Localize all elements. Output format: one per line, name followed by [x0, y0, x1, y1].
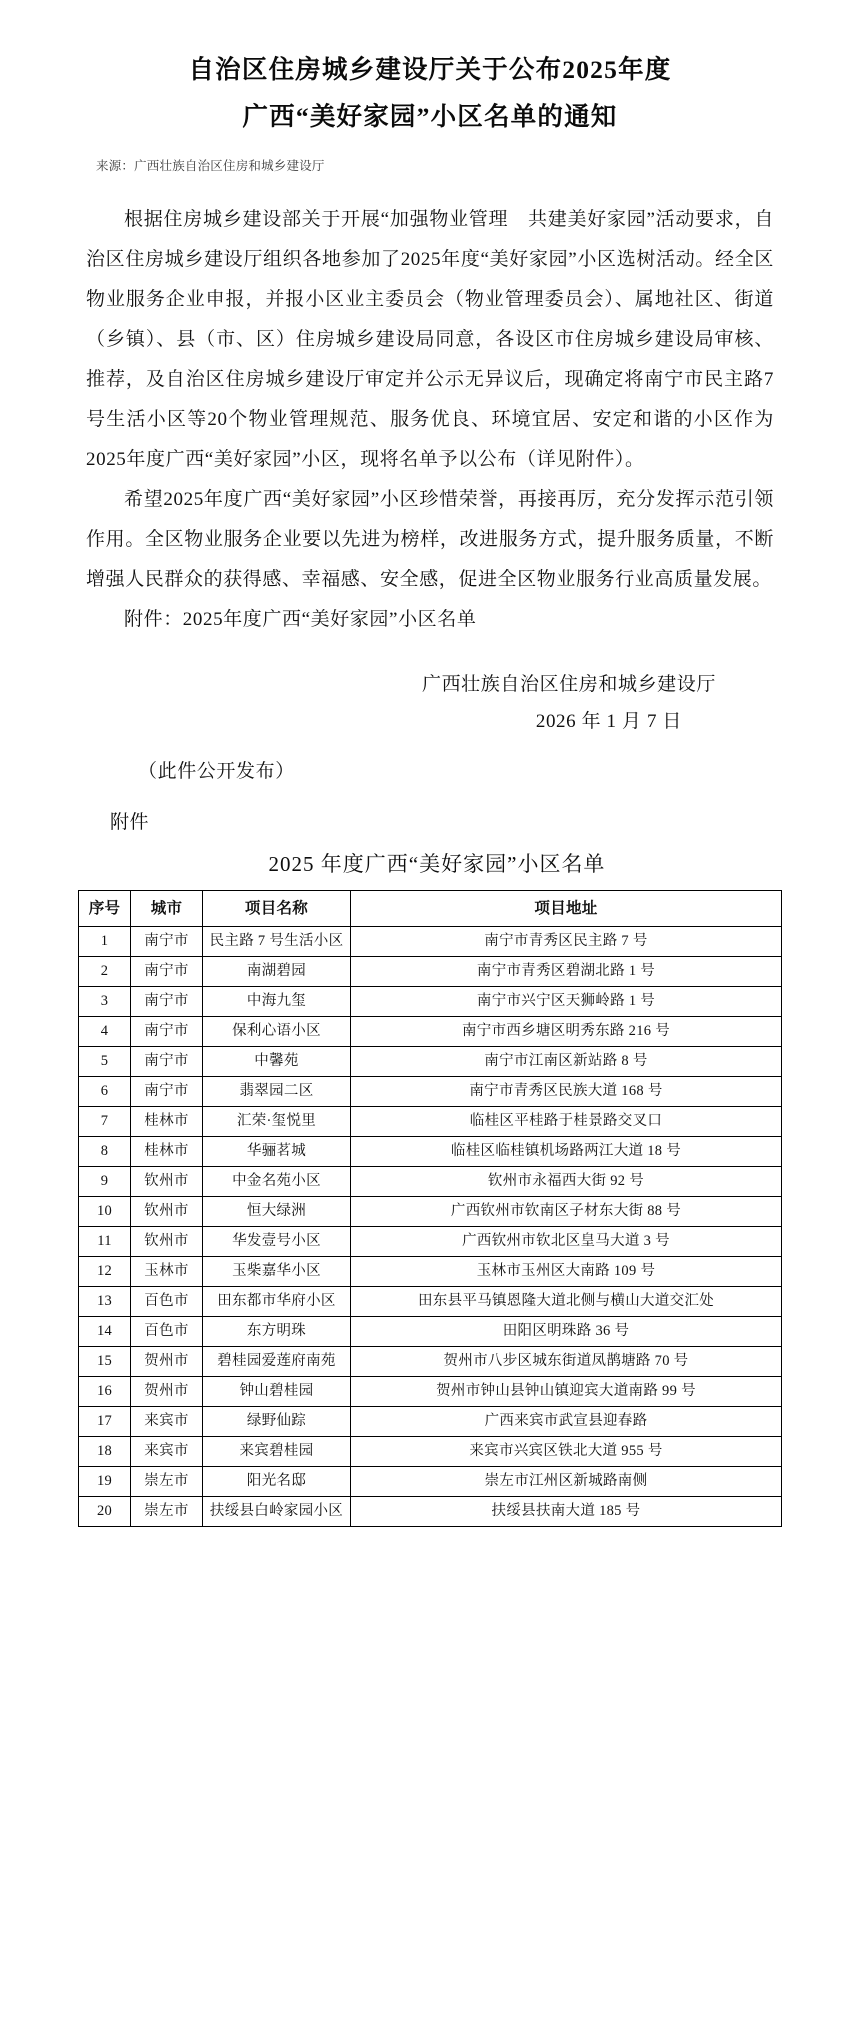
- cell-address: 崇左市江州区新城路南侧: [351, 1467, 782, 1497]
- cell-address: 广西钦州市钦南区子材东大街 88 号: [351, 1197, 782, 1227]
- cell-address: 田东县平马镇恩隆大道北侧与横山大道交汇处: [351, 1287, 782, 1317]
- cell-index: 1: [79, 927, 131, 957]
- cell-address: 广西钦州市钦北区皇马大道 3 号: [351, 1227, 782, 1257]
- attachment-reference-line: 附件：2025年度广西“美好家园”小区名单: [124, 609, 477, 630]
- column-header-city: 城市: [131, 891, 203, 927]
- cell-project-name: 翡翠园二区: [203, 1077, 351, 1107]
- cell-index: 3: [79, 987, 131, 1017]
- table-row: [79, 1077, 782, 1107]
- cell-index: 10: [79, 1197, 131, 1227]
- attachment-label: 附件: [110, 812, 150, 833]
- cell-city: 南宁市: [131, 1047, 203, 1077]
- table-row: [79, 1107, 782, 1137]
- document-source: 来源：广西壮族自治区住房和城乡建设厅: [96, 159, 325, 173]
- cell-index: 12: [79, 1257, 131, 1287]
- cell-project-name: 田东都市华府小区: [203, 1287, 351, 1317]
- cell-project-name: 汇荣·玺悦里: [203, 1107, 351, 1137]
- cell-city: 玉林市: [131, 1257, 203, 1287]
- community-list-table: [78, 890, 782, 1527]
- cell-city: 南宁市: [131, 1017, 203, 1047]
- table-row: [79, 1347, 782, 1377]
- cell-city: 南宁市: [131, 957, 203, 987]
- cell-address: 广西来宾市武宣县迎春路: [351, 1407, 782, 1437]
- cell-project-name: 中馨苑: [203, 1047, 351, 1077]
- table-row: [79, 1197, 782, 1227]
- table-row: [79, 1257, 782, 1287]
- cell-city: 贺州市: [131, 1377, 203, 1407]
- cell-city: 贺州市: [131, 1347, 203, 1377]
- cell-city: 崇左市: [131, 1467, 203, 1497]
- cell-index: 17: [79, 1407, 131, 1437]
- cell-city: 钦州市: [131, 1227, 203, 1257]
- cell-index: 14: [79, 1317, 131, 1347]
- cell-address: 玉林市玉州区大南路 109 号: [351, 1257, 782, 1287]
- cell-address: 南宁市西乡塘区明秀东路 216 号: [351, 1017, 782, 1047]
- cell-project-name: 恒大绿洲: [203, 1197, 351, 1227]
- attachment-table-wrap: [0, 890, 860, 1567]
- cell-city: 钦州市: [131, 1197, 203, 1227]
- cell-index: 18: [79, 1437, 131, 1467]
- cell-address: 来宾市兴宾区铁北大道 955 号: [351, 1437, 782, 1467]
- cell-address: 贺州市八步区城东街道凤鹊塘路 70 号: [351, 1347, 782, 1377]
- cell-address: 南宁市青秀区碧湖北路 1 号: [351, 957, 782, 987]
- document-body: [0, 200, 860, 878]
- body-paragraph-1: 根据住房城乡建设部关于开展“加强物业管理 共建美好家园”活动要求，自治区住房城乡建设厅组织各地参加了2025年度“美好家园”小区选树活动。经全区物业服务企业申报，并报小区业主委员会（物业管理委员会）、属地社区、街道（乡镇）、县（市、区）住房城乡建设局同意，各设区市住房城乡建设局审核、推荐，及自治区住房城乡建设厅审定并公示无异议后，现确定将南宁市民主路7号生活小区等20个物业管理规范、服务优良、环境宜居、安定和谐的小区作为2025年度广西“美好家园”小区，现将名单予以公布（详见附件）。: [86, 209, 774, 470]
- cell-city: 来宾市: [131, 1407, 203, 1437]
- cell-project-name: 绿野仙踪: [203, 1407, 351, 1437]
- cell-index: 5: [79, 1047, 131, 1077]
- title-line-1: 自治区住房城乡建设厅关于公布2025年度: [188, 55, 672, 84]
- cell-project-name: 民主路 7 号生活小区: [203, 927, 351, 957]
- cell-index: 2: [79, 957, 131, 987]
- cell-index: 8: [79, 1137, 131, 1167]
- cell-city: 百色市: [131, 1317, 203, 1347]
- cell-address: 临桂区临桂镇机场路两江大道 18 号: [351, 1137, 782, 1167]
- cell-project-name: 中海九玺: [203, 987, 351, 1017]
- cell-project-name: 钟山碧桂园: [203, 1377, 351, 1407]
- cell-city: 崇左市: [131, 1497, 203, 1527]
- cell-city: 百色市: [131, 1287, 203, 1317]
- cell-project-name: 华骊茗城: [203, 1137, 351, 1167]
- table-row: [79, 1407, 782, 1437]
- cell-address: 南宁市青秀区民族大道 168 号: [351, 1077, 782, 1107]
- signature-organization: 广西壮族自治区住房和城乡建设厅: [421, 674, 716, 695]
- table-row: [79, 1227, 782, 1257]
- signature-block: [86, 666, 774, 740]
- cell-project-name: 阳光名邸: [203, 1467, 351, 1497]
- cell-index: 20: [79, 1497, 131, 1527]
- table-row: [79, 1317, 782, 1347]
- signature-date: 2026 年 1 月 7 日: [535, 711, 682, 732]
- cell-city: 来宾市: [131, 1437, 203, 1467]
- cell-address: 扶绥县扶南大道 185 号: [351, 1497, 782, 1527]
- table-body: [79, 927, 782, 1527]
- cell-city: 南宁市: [131, 987, 203, 1017]
- table-row: [79, 1137, 782, 1167]
- table-row: [79, 1287, 782, 1317]
- cell-address: 临桂区平桂路于桂景路交叉口: [351, 1107, 782, 1137]
- table-row: [79, 1497, 782, 1527]
- table-row: [79, 957, 782, 987]
- cell-project-name: 碧桂园爱莲府南苑: [203, 1347, 351, 1377]
- table-row: [79, 1167, 782, 1197]
- cell-address: 南宁市青秀区民主路 7 号: [351, 927, 782, 957]
- table-head: [79, 891, 782, 927]
- attachment-title: 2025 年度广西“美好家园”小区名单: [268, 852, 606, 876]
- cell-index: 7: [79, 1107, 131, 1137]
- cell-project-name: 保利心语小区: [203, 1017, 351, 1047]
- table-row: [79, 1437, 782, 1467]
- title-line-2: 广西“美好家园”小区名单的通知: [242, 102, 618, 131]
- cell-index: 9: [79, 1167, 131, 1197]
- cell-address: 田阳区明珠路 36 号: [351, 1317, 782, 1347]
- cell-address: 南宁市江南区新站路 8 号: [351, 1047, 782, 1077]
- cell-project-name: 玉柴嘉华小区: [203, 1257, 351, 1287]
- table-header-row: [79, 891, 782, 927]
- cell-project-name: 南湖碧园: [203, 957, 351, 987]
- cell-index: 4: [79, 1017, 131, 1047]
- table-row: [79, 1467, 782, 1497]
- column-header-project: 项目名称: [203, 891, 351, 927]
- cell-address: 钦州市永福西大街 92 号: [351, 1167, 782, 1197]
- cell-city: 南宁市: [131, 927, 203, 957]
- cell-city: 南宁市: [131, 1077, 203, 1107]
- cell-index: 13: [79, 1287, 131, 1317]
- body-paragraph-2: 希望2025年度广西“美好家园”小区珍惜荣誉，再接再厉，充分发挥示范引领作用。全区物业服务企业要以先进为榜样，改进服务方式，提升服务质量，不断增强人民群众的获得感、幸福感、安全感，促进全区物业服务行业高质量发展。: [86, 489, 774, 590]
- cell-project-name: 华发壹号小区: [203, 1227, 351, 1257]
- cell-project-name: 东方明珠: [203, 1317, 351, 1347]
- table-row: [79, 1017, 782, 1047]
- public-release-note: （此件公开发布）: [138, 761, 295, 782]
- cell-project-name: 扶绥县白岭家园小区: [203, 1497, 351, 1527]
- document-title: [0, 0, 860, 140]
- table-row: [79, 987, 782, 1017]
- cell-index: 19: [79, 1467, 131, 1497]
- column-header-address: 项目地址: [351, 891, 782, 927]
- table-row: [79, 1377, 782, 1407]
- cell-index: 11: [79, 1227, 131, 1257]
- cell-index: 16: [79, 1377, 131, 1407]
- cell-city: 钦州市: [131, 1167, 203, 1197]
- table-row: [79, 927, 782, 957]
- cell-project-name: 中金名苑小区: [203, 1167, 351, 1197]
- cell-index: 15: [79, 1347, 131, 1377]
- table-row: [79, 1047, 782, 1077]
- column-header-index: 序号: [79, 891, 131, 927]
- cell-city: 桂林市: [131, 1107, 203, 1137]
- cell-project-name: 来宾碧桂园: [203, 1437, 351, 1467]
- cell-index: 6: [79, 1077, 131, 1107]
- cell-address: 南宁市兴宁区天狮岭路 1 号: [351, 987, 782, 1017]
- cell-address: 贺州市钟山县钟山镇迎宾大道南路 99 号: [351, 1377, 782, 1407]
- cell-city: 桂林市: [131, 1137, 203, 1167]
